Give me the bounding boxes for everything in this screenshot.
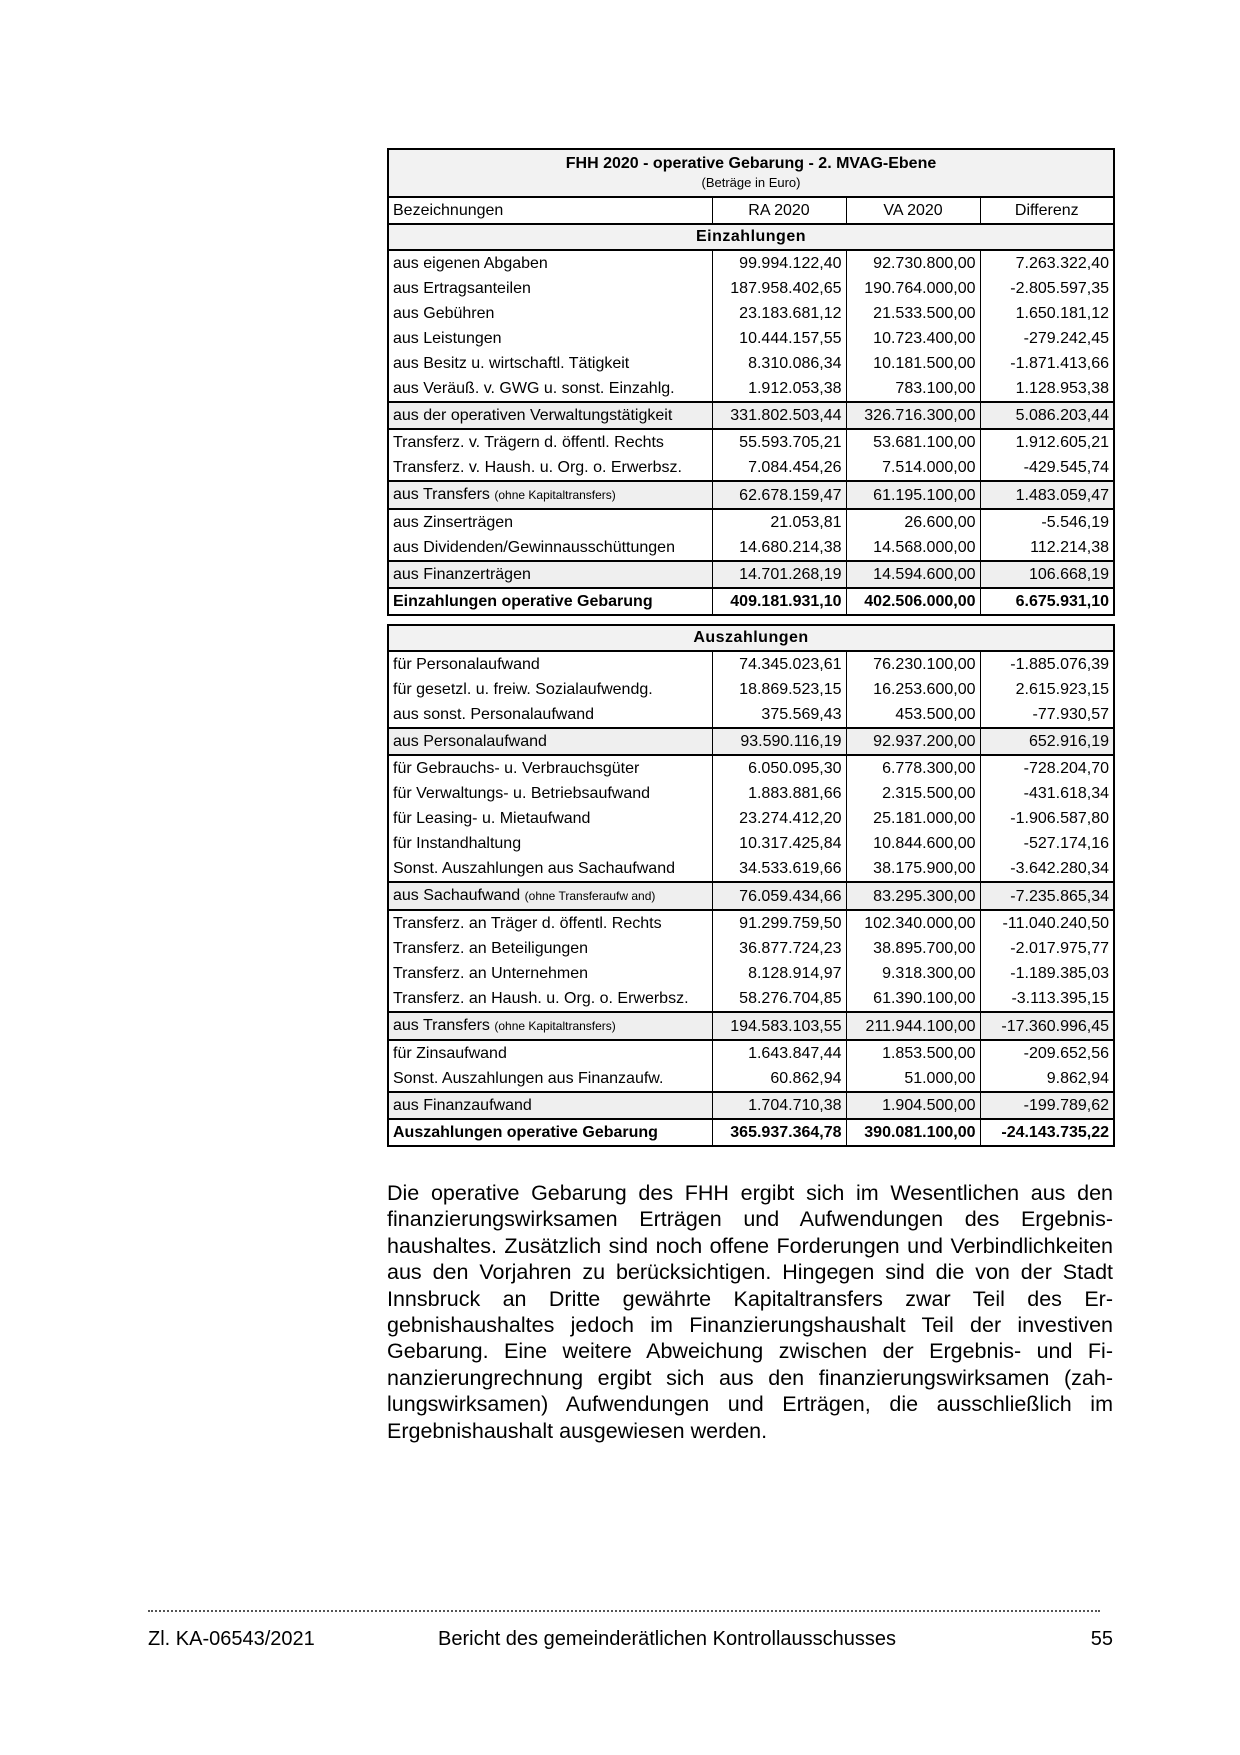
differenz-value: -199.789,62 <box>980 1092 1114 1119</box>
row-label-cell <box>388 535 712 561</box>
table-header-row <box>388 197 1114 224</box>
section-spacer <box>388 615 1114 625</box>
table-row <box>388 806 1114 831</box>
ra-value: 409.181.931,10 <box>712 588 846 615</box>
table-row <box>388 509 1114 535</box>
row-label: aus Besitz u. wirtschaftl. Tätigkeit <box>393 355 630 372</box>
row-label-cell <box>388 936 712 961</box>
va-value: 9.318.300,00 <box>846 961 980 986</box>
va-value: 83.295.300,00 <box>846 882 980 910</box>
row-label-cell <box>388 1092 712 1119</box>
differenz-value: -24.143.735,22 <box>980 1119 1114 1146</box>
differenz-value: -2.805.597,35 <box>980 276 1114 301</box>
differenz-value: 1.128.953,38 <box>980 376 1114 402</box>
va-value: 6.778.300,00 <box>846 755 980 781</box>
subtotal-row <box>388 481 1114 509</box>
row-label-cell <box>388 429 712 455</box>
va-value: 2.315.500,00 <box>846 781 980 806</box>
footer-reference: Zl. KA-06543/2021 <box>148 1628 315 1650</box>
differenz-value: -3.642.280,34 <box>980 856 1114 882</box>
ra-value: 1.643.847,44 <box>712 1040 846 1066</box>
va-value: 1.904.500,00 <box>846 1092 980 1119</box>
row-label: Transferz. an Träger d. öffentl. Rechts <box>393 915 662 932</box>
row-label-cell <box>388 301 712 326</box>
va-value: 7.514.000,00 <box>846 455 980 481</box>
row-label-cell <box>388 588 712 615</box>
row-label-note: (ohne Kapitaltransfers) <box>494 488 616 502</box>
section-heading-row <box>388 224 1114 250</box>
table-row <box>388 301 1114 326</box>
ra-value: 91.299.759,50 <box>712 910 846 936</box>
va-value: 1.853.500,00 <box>846 1040 980 1066</box>
ra-value: 365.937.364,78 <box>712 1119 846 1146</box>
table-row <box>388 1040 1114 1066</box>
ra-value: 93.590.116,19 <box>712 728 846 755</box>
subtotal-row <box>388 1012 1114 1040</box>
va-value: 21.533.500,00 <box>846 301 980 326</box>
row-label-cell <box>388 250 712 276</box>
ra-value: 6.050.095,30 <box>712 755 846 781</box>
ra-value: 10.317.425,84 <box>712 831 846 856</box>
row-label-cell <box>388 831 712 856</box>
differenz-value: 652.916,19 <box>980 728 1114 755</box>
va-value: 390.081.100,00 <box>846 1119 980 1146</box>
mvag-table-container <box>387 148 1113 1147</box>
differenz-value: -11.040.240,50 <box>980 910 1114 936</box>
row-label-cell <box>388 1119 712 1146</box>
row-label: Sonst. Auszahlungen aus Sachaufwand <box>393 860 675 877</box>
table-row <box>388 1066 1114 1092</box>
va-value: 61.390.100,00 <box>846 986 980 1012</box>
differenz-value: 1.650.181,12 <box>980 301 1114 326</box>
row-label: aus eigenen Abgaben <box>393 255 548 272</box>
ra-value: 14.701.268,19 <box>712 561 846 588</box>
va-value: 190.764.000,00 <box>846 276 980 301</box>
differenz-value: -1.871.413,66 <box>980 351 1114 376</box>
differenz-value: -7.235.865,34 <box>980 882 1114 910</box>
va-value: 53.681.100,00 <box>846 429 980 455</box>
row-label: für Personalaufwand <box>393 656 540 673</box>
table-row <box>388 961 1114 986</box>
va-value: 16.253.600,00 <box>846 677 980 702</box>
ra-value: 62.678.159,47 <box>712 481 846 509</box>
ra-value: 1.883.881,66 <box>712 781 846 806</box>
column-header-ra-2020: RA 2020 <box>712 197 846 224</box>
differenz-value: -17.360.996,45 <box>980 1012 1114 1040</box>
table-row <box>388 702 1114 728</box>
va-value: 51.000,00 <box>846 1066 980 1092</box>
va-value: 38.175.900,00 <box>846 856 980 882</box>
differenz-value: -1.906.587,80 <box>980 806 1114 831</box>
row-label-cell <box>388 376 712 402</box>
row-label: aus Finanzaufwand <box>393 1097 532 1114</box>
differenz-value: -431.618,34 <box>980 781 1114 806</box>
ra-value: 331.802.503,44 <box>712 402 846 429</box>
differenz-value: -527.174,16 <box>980 831 1114 856</box>
page-number: 55 <box>1090 1628 1113 1650</box>
table-row <box>388 936 1114 961</box>
differenz-value: 9.862,94 <box>980 1066 1114 1092</box>
table-row <box>388 677 1114 702</box>
operative-gebarung-table <box>387 148 1115 1147</box>
ra-value: 36.877.724,23 <box>712 936 846 961</box>
row-label-cell <box>388 326 712 351</box>
row-label-cell <box>388 755 712 781</box>
differenz-value: -728.204,70 <box>980 755 1114 781</box>
row-label-cell <box>388 677 712 702</box>
row-label-cell <box>388 455 712 481</box>
footer-report-title: Bericht des gemeinderätlichen Kontrollausschusses <box>438 1628 897 1650</box>
row-label: für Verwaltungs- u. Betriebsaufwand <box>393 785 651 802</box>
differenz-value: 1.483.059,47 <box>980 481 1114 509</box>
table-row <box>388 535 1114 561</box>
differenz-value: 106.668,19 <box>980 561 1114 588</box>
row-label: Transferz. an Unternehmen <box>393 965 589 982</box>
differenz-value: 1.912.605,21 <box>980 429 1114 455</box>
row-label: Transferz. v. Trägern d. öffentl. Rechts <box>393 434 664 451</box>
ra-value: 76.059.434,66 <box>712 882 846 910</box>
subtotal-row <box>388 882 1114 910</box>
table-row <box>388 429 1114 455</box>
differenz-value: -2.017.975,77 <box>980 936 1114 961</box>
row-label: Einzahlungen operative Gebarung <box>393 593 653 610</box>
row-label: aus Transfers <box>393 1017 490 1034</box>
table-row <box>388 376 1114 402</box>
row-label: aus Sachaufwand <box>393 887 521 904</box>
differenz-value: -77.930,57 <box>980 702 1114 728</box>
row-label-cell <box>388 986 712 1012</box>
row-label-cell <box>388 961 712 986</box>
differenz-value: 5.086.203,44 <box>980 402 1114 429</box>
body-paragraph: Die operative Gebarung des FHH ergibt sich im Wesentlichen aus den finanzierungswirksamen Erträgen und Aufwendungen des Ergebnishaushaltes. Zusätzlich sind noch offene Forderungen und Verbindlichkeiten aus den Vorjahren zu berücksichtigen. Hingegen sind die von der Stadt Innsbruck an Dritte gewährte Kapitaltransfers zwar Teil des Ergebnishaushaltes jedoch im Finanzierungshaushalt Teil der investiven Gebarung. Eine weitere Abweichung zwischen der Ergebnis- und Finanzierungrechnung ergibt sich aus den finanzierungswirksamen (zahlungswirksamen) Aufwendungen und Erträgen, die ausschließlich im Ergebnishaushalt ausgewiesen werden. <box>387 1181 1113 1443</box>
row-label: aus Gebühren <box>393 305 495 322</box>
table-title-cell <box>388 149 1114 197</box>
ra-value: 194.583.103,55 <box>712 1012 846 1040</box>
row-label: Transferz. v. Haush. u. Org. o. Erwerbsz. <box>393 459 682 476</box>
row-label: aus Personalaufwand <box>393 733 547 750</box>
va-value: 61.195.100,00 <box>846 481 980 509</box>
differenz-value: -3.113.395,15 <box>980 986 1114 1012</box>
row-label: aus Finanzerträgen <box>393 566 531 583</box>
row-label: Transferz. an Haush. u. Org. o. Erwerbsz. <box>393 990 689 1007</box>
table-row <box>388 755 1114 781</box>
row-label: für Leasing- u. Mietaufwand <box>393 810 591 827</box>
total-row <box>388 1119 1114 1146</box>
ra-value: 1.704.710,38 <box>712 1092 846 1119</box>
va-value: 14.568.000,00 <box>846 535 980 561</box>
row-label: Transferz. an Beteiligungen <box>393 940 589 957</box>
differenz-value: 6.675.931,10 <box>980 588 1114 615</box>
va-value: 102.340.000,00 <box>846 910 980 936</box>
differenz-value: 2.615.923,15 <box>980 677 1114 702</box>
table-row <box>388 910 1114 936</box>
differenz-value: -1.885.076,39 <box>980 651 1114 677</box>
table-row <box>388 455 1114 481</box>
table-title: FHH 2020 - operative Gebarung - 2. MVAG-Ebene <box>565 155 937 172</box>
row-label: aus Ertragsanteilen <box>393 280 531 297</box>
row-label-cell <box>388 561 712 588</box>
row-label-cell <box>388 509 712 535</box>
ra-value: 1.912.053,38 <box>712 376 846 402</box>
row-label: Auszahlungen operative Gebarung <box>393 1124 658 1141</box>
row-label-cell <box>388 806 712 831</box>
table-row <box>388 250 1114 276</box>
row-label: aus Leistungen <box>393 330 502 347</box>
ra-value: 23.274.412,20 <box>712 806 846 831</box>
row-label-cell <box>388 1066 712 1092</box>
va-value: 211.944.100,00 <box>846 1012 980 1040</box>
row-label: für Instandhaltung <box>393 835 522 852</box>
table-subtitle: (Beträge in Euro) <box>701 175 801 190</box>
footer-divider <box>148 1610 1100 1612</box>
differenz-value: -1.189.385,03 <box>980 961 1114 986</box>
column-header-differenz: Differenz <box>980 197 1114 224</box>
row-label: für gesetzl. u. freiw. Sozialaufwendg. <box>393 681 653 698</box>
ra-value: 18.869.523,15 <box>712 677 846 702</box>
ra-value: 74.345.023,61 <box>712 651 846 677</box>
row-label-cell <box>388 651 712 677</box>
va-value: 14.594.600,00 <box>846 561 980 588</box>
section-spacer-cell <box>388 615 1114 625</box>
row-label-cell <box>388 781 712 806</box>
va-value: 453.500,00 <box>846 702 980 728</box>
ra-value: 8.310.086,34 <box>712 351 846 376</box>
va-value: 402.506.000,00 <box>846 588 980 615</box>
va-value: 10.723.400,00 <box>846 326 980 351</box>
va-value: 326.716.300,00 <box>846 402 980 429</box>
va-value: 38.895.700,00 <box>846 936 980 961</box>
section-heading-row <box>388 625 1114 651</box>
row-label-cell <box>388 702 712 728</box>
row-label-cell <box>388 1040 712 1066</box>
row-label-cell <box>388 351 712 376</box>
subtotal-row <box>388 1092 1114 1119</box>
ra-value: 10.444.157,55 <box>712 326 846 351</box>
row-label-cell <box>388 882 712 910</box>
table-row <box>388 351 1114 376</box>
differenz-value: 7.263.322,40 <box>980 250 1114 276</box>
row-label-cell <box>388 276 712 301</box>
table-row <box>388 856 1114 882</box>
differenz-value: 112.214,38 <box>980 535 1114 561</box>
row-label-cell <box>388 402 712 429</box>
table-row <box>388 781 1114 806</box>
subtotal-row <box>388 561 1114 588</box>
differenz-value: -209.652,56 <box>980 1040 1114 1066</box>
ra-value: 58.276.704,85 <box>712 986 846 1012</box>
row-label: aus Zinserträgen <box>393 514 514 531</box>
va-value: 10.181.500,00 <box>846 351 980 376</box>
ra-value: 8.128.914,97 <box>712 961 846 986</box>
va-value: 92.937.200,00 <box>846 728 980 755</box>
ra-value: 55.593.705,21 <box>712 429 846 455</box>
differenz-value: -429.545,74 <box>980 455 1114 481</box>
ra-value: 34.533.619,66 <box>712 856 846 882</box>
column-header-bezeichnungen: Bezeichnungen <box>388 197 712 224</box>
ra-value: 99.994.122,40 <box>712 250 846 276</box>
section-heading: Einzahlungen <box>388 224 1114 250</box>
row-label-cell <box>388 481 712 509</box>
total-row <box>388 588 1114 615</box>
table-row <box>388 651 1114 677</box>
differenz-value: -279.242,45 <box>980 326 1114 351</box>
row-label: aus der operativen Verwaltungstätigkeit <box>393 407 673 424</box>
ra-value: 21.053,81 <box>712 509 846 535</box>
row-label: für Zinsaufwand <box>393 1045 507 1062</box>
differenz-value: -5.546,19 <box>980 509 1114 535</box>
row-label-cell <box>388 910 712 936</box>
row-label: aus sonst. Personalaufwand <box>393 706 595 723</box>
ra-value: 23.183.681,12 <box>712 301 846 326</box>
table-row <box>388 326 1114 351</box>
va-value: 26.600,00 <box>846 509 980 535</box>
row-label: für Gebrauchs- u. Verbrauchsgüter <box>393 760 640 777</box>
row-label-cell <box>388 1012 712 1040</box>
row-label-note: (ohne Kapitaltransfers) <box>494 1019 616 1033</box>
row-label: Sonst. Auszahlungen aus Finanzaufw. <box>393 1070 664 1087</box>
ra-value: 187.958.402,65 <box>712 276 846 301</box>
ra-value: 14.680.214,38 <box>712 535 846 561</box>
row-label: aus Veräuß. v. GWG u. sonst. Einzahlg. <box>393 380 675 397</box>
row-label-cell <box>388 728 712 755</box>
va-value: 783.100,00 <box>846 376 980 402</box>
section-heading: Auszahlungen <box>388 625 1114 651</box>
row-label-cell <box>388 856 712 882</box>
va-value: 76.230.100,00 <box>846 651 980 677</box>
ra-value: 7.084.454,26 <box>712 455 846 481</box>
table-row <box>388 986 1114 1012</box>
subtotal-row <box>388 728 1114 755</box>
subtotal-row <box>388 402 1114 429</box>
column-header-va-2020: VA 2020 <box>846 197 980 224</box>
row-label: aus Transfers <box>393 486 490 503</box>
row-label-note: (ohne Transferaufw and) <box>524 889 656 903</box>
row-label: aus Dividenden/Gewinnausschüttungen <box>393 539 675 556</box>
va-value: 10.844.600,00 <box>846 831 980 856</box>
table-row <box>388 831 1114 856</box>
ra-value: 60.862,94 <box>712 1066 846 1092</box>
ra-value: 375.569,43 <box>712 702 846 728</box>
table-row <box>388 276 1114 301</box>
va-value: 25.181.000,00 <box>846 806 980 831</box>
va-value: 92.730.800,00 <box>846 250 980 276</box>
